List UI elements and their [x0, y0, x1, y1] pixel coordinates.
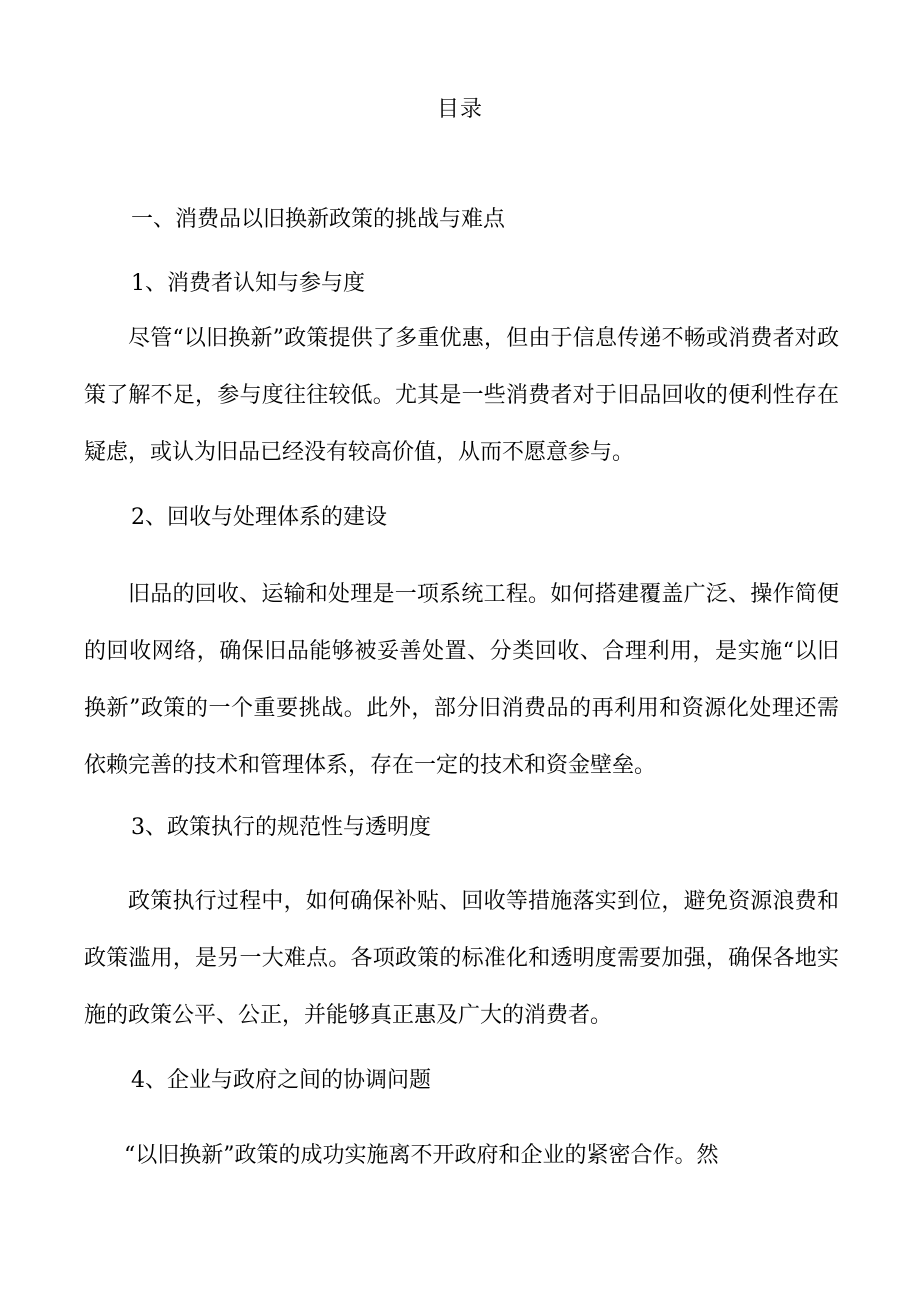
subsection-heading-2: 2、回收与处理体系的建设 — [131, 505, 387, 530]
subsection-body-3: 政策执行过程中，如何确保补贴、回收等措施落实到位，避免资源浪费和政策滥用，是另一大难点。各项政策的标准化和透明度需要加强，确保各地实施的政策公平、公正，并能够真正惠及广大的消费者。 — [84, 889, 839, 1028]
subsection-heading-1: 1、消费者认知与参与度 — [131, 271, 365, 296]
subsection-heading-4: 4、企业与政府之间的协调问题 — [131, 1068, 431, 1093]
section-heading: 一、消费品以旧换新政策的挑战与难点 — [131, 207, 506, 232]
toc-title: 目录 — [436, 97, 483, 122]
subsection-heading-3: 3、政策执行的规范性与透明度 — [131, 815, 431, 840]
subsection-body-1: 尽管“以旧换新”政策提供了多重优惠，但由于信息传递不畅或消费者对政策了解不足，参与度往往较低。尤其是一些消费者对于旧品回收的便利性存在疑虑，或认为旧品已经没有较高价值，从而不愿意参与。 — [84, 326, 839, 465]
subsection-body-4: “以旧换新”政策的成功实施离不开政府和企业的紧密合作。然 — [124, 1143, 719, 1168]
subsection-body-2: 旧品的回收、运输和处理是一项系统工程。如何搭建覆盖广泛、操作简便的回收网络，确保旧品能够被妥善处置、分类回收、合理利用，是实施“以旧换新”政策的一个重要挑战。此外，部分旧消费品的再利用和资源化处理还需依赖完善的技术和管理体系，存在一定的技术和资金壁垒。 — [84, 582, 839, 778]
